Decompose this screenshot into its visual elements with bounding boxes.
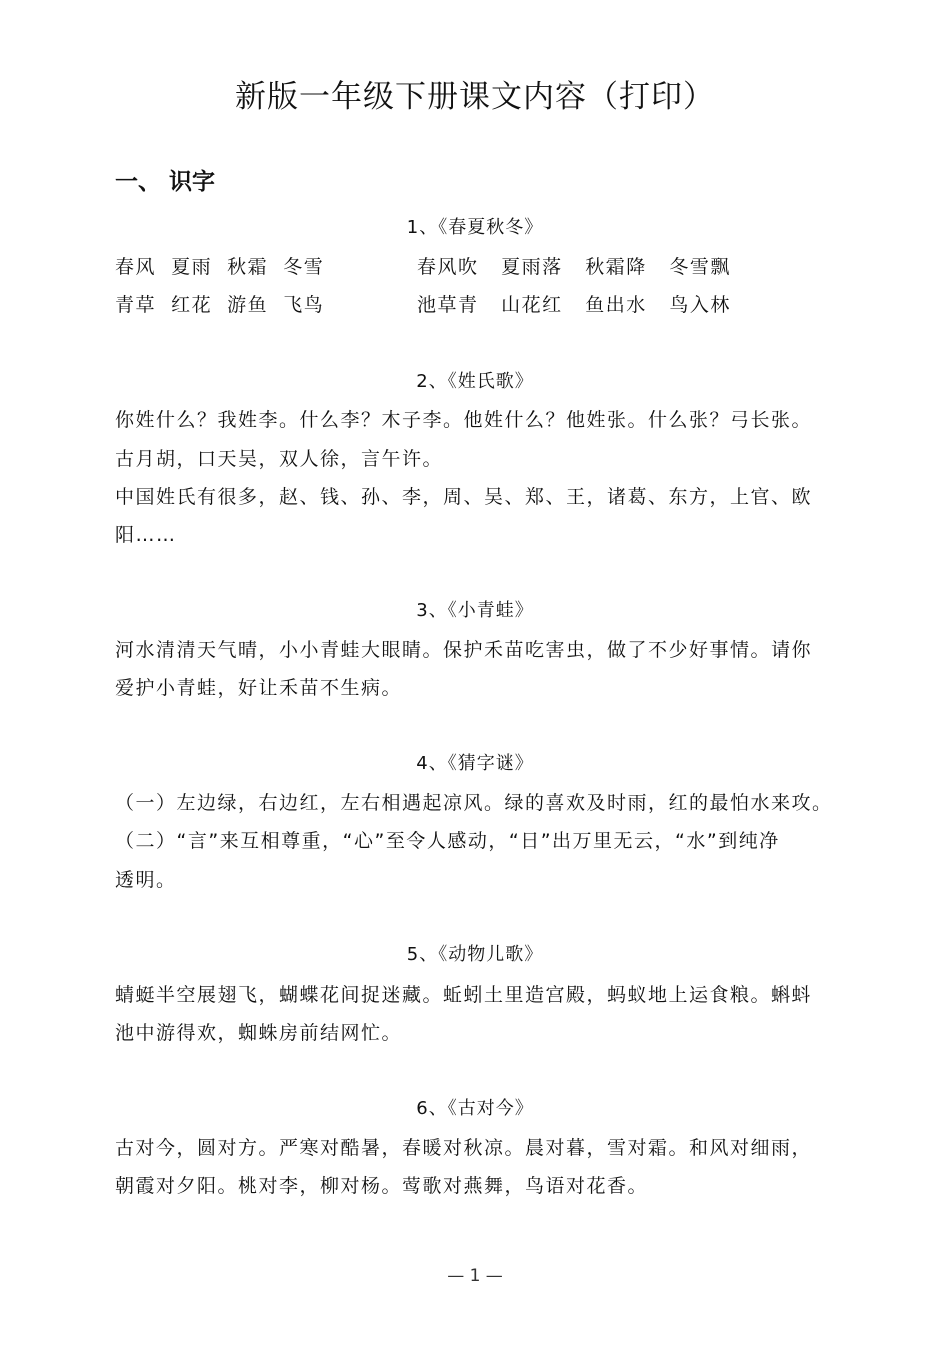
page-number: — 1 —	[447, 1266, 503, 1286]
lesson-4-line-1: （一）左边绿，右边红，左右相遇起凉风。绿的喜欢及时雨，红的最怕水来攻。	[115, 792, 833, 814]
lesson-2-line-2: 古月胡，口天吴，双人徐，言午许。	[115, 448, 444, 470]
lesson-title-1: 1、《春夏秋冬》	[406, 217, 544, 238]
lesson-title-3: 3、《小青蛙》	[416, 600, 534, 621]
lesson-6-line-1: 古对今，圆对方。严寒对酷暑，春暖对秋凉。晨对暮，雪对霜。和风对细雨，	[115, 1137, 813, 1159]
document-title: 新版一年级下册课文内容（打印）	[235, 79, 715, 115]
lesson-2-line-3: 中国姓氏有很多，赵、钱、孙、李，周、吴、郑、王，诸葛、东方，上官、欧	[115, 486, 813, 508]
lesson-title-6: 6、《古对今》	[416, 1098, 534, 1119]
lesson-1-row-2-left: 青草 红花 游鱼 飞鸟	[115, 294, 325, 316]
lesson-6-line-2: 朝霞对夕阳。桃对李，柳对杨。莺歌对燕舞，鸟语对花香。	[115, 1175, 649, 1197]
lesson-4-line-2: （二）“言”来互相尊重，“心”至令人感动，“日”出万里无云，“水”到纯净	[115, 830, 780, 852]
lesson-4-line-3: 透明。	[115, 869, 177, 891]
lesson-1-row-2-right: 池草青 山花红 鱼出水 鸟入林	[417, 294, 731, 316]
lesson-3-line-1: 河水清清天气晴，小小青蛙大眼睛。保护禾苗吃害虫，做了不少好事情。请你	[115, 639, 813, 661]
lesson-1-row-1-right: 春风吹 夏雨落 秋霜降 冬雪飘	[417, 256, 731, 278]
lesson-1-row-1-left: 春风 夏雨 秋霜 冬雪	[115, 256, 325, 278]
lesson-title-5: 5、《动物儿歌》	[406, 944, 544, 965]
lesson-title-2: 2、《姓氏歌》	[416, 371, 534, 392]
lesson-2-line-1: 你姓什么？我姓李。什么李？木子李。他姓什么？他姓张。什么张？弓长张。	[115, 409, 813, 431]
lesson-title-4: 4、《猜字谜》	[416, 753, 534, 774]
lesson-5-line-2: 池中游得欢，蜘蛛房前结网忙。	[115, 1022, 403, 1044]
section-heading: 一、 识字	[115, 169, 216, 195]
lesson-3-line-2: 爱护小青蛙，好让禾苗不生病。	[115, 677, 403, 699]
lesson-2-line-4: 阳……	[115, 524, 177, 546]
lesson-5-line-1: 蜻蜓半空展翅飞，蝴蝶花间捉迷藏。蚯蚓土里造宫殿，蚂蚁地上运食粮。蝌蚪	[115, 984, 813, 1006]
